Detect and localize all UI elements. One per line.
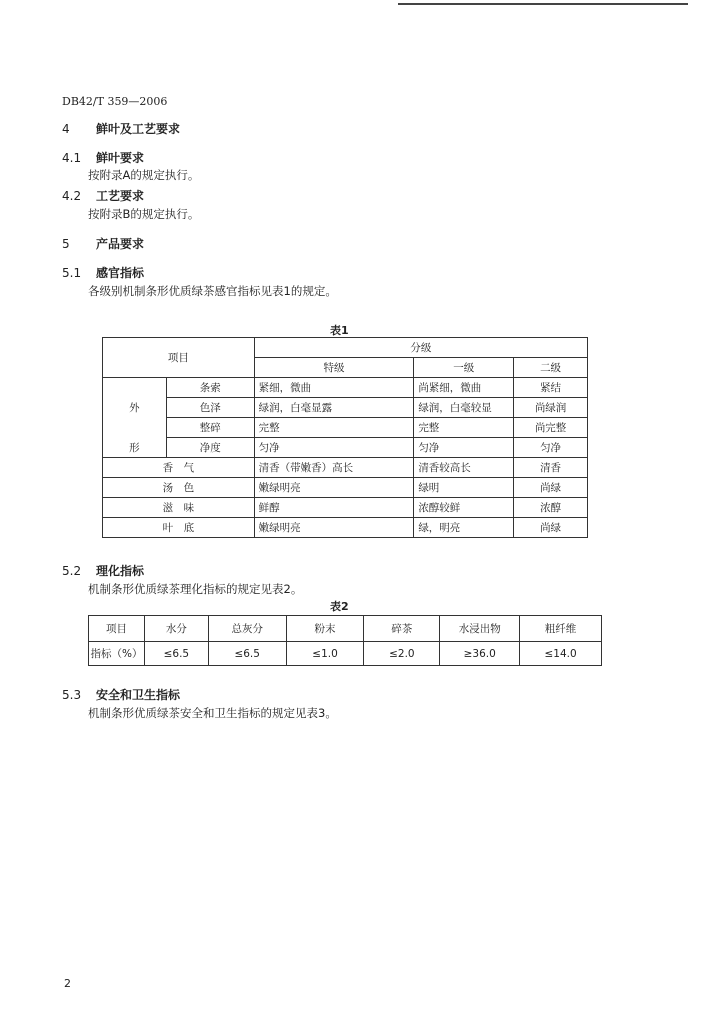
section-5-1-text: 各级别机制条形优质绿茶感官指标见表1的规定。 [88,284,337,298]
table1-cell: 尚绿 [514,518,588,538]
section-5-1-heading: 5.1 感官指标 [62,266,145,280]
table2-header: 碎茶 [364,616,440,642]
table1-grade-header: 分级 [254,338,587,358]
table2-cell: ≤6.5 [208,642,286,666]
table1-cell: 尚绿 [514,478,588,498]
physchem-table [88,615,602,666]
table1-cell: 完整 [414,418,514,438]
table2-caption: 表2 [330,600,349,613]
section-5-3-text: 机制条形优质绿茶安全和卫生指标的规定见表3。 [88,706,337,720]
sensory-table [102,337,588,538]
table2-cell: ≥36.0 [440,642,520,666]
table1-row-label: 条索 [166,378,254,398]
table1-group-cell [103,378,167,398]
table1-grade-first: 一级 [414,358,514,378]
table1-cell: 浓醇较鲜 [414,498,514,518]
section-4-heading: 4 鲜叶及工艺要求 [62,122,181,136]
table1-cell: 匀净 [514,438,588,458]
section-5-2-heading: 5.2 理化指标 [62,564,145,578]
table1-row-label: 叶 底 [103,518,255,538]
table1-cell: 绿润，白毫较显 [414,398,514,418]
table2-header: 项目 [89,616,145,642]
table1-grade-special: 特级 [254,358,414,378]
section-5-2-text: 机制条形优质绿茶理化指标的规定见表2。 [88,582,303,596]
table1-row-label: 滋 味 [103,498,255,518]
table1-cell: 清香 [514,458,588,478]
page-number: 2 [64,977,71,990]
table1-row-label: 整碎 [166,418,254,438]
table2-cell: ≤6.5 [144,642,208,666]
table1-cell: 紧细，微曲 [254,378,414,398]
table1-cell: 紧结 [514,378,588,398]
table1-cell: 绿润，白毫显露 [254,398,414,418]
table2-header: 粗纤维 [520,616,602,642]
table1-cell: 清香较高长 [414,458,514,478]
section-4-1-text: 按附录A的规定执行。 [88,168,200,182]
table1-cell: 浓醇 [514,498,588,518]
table1-row-label: 香 气 [103,458,255,478]
table1-row-label: 色泽 [166,398,254,418]
table1-group-cell [103,418,167,438]
section-5-3-heading: 5.3 安全和卫生指标 [62,688,181,702]
table1-cell: 绿明 [414,478,514,498]
table2-cell: ≤14.0 [520,642,602,666]
table2-header: 总灰分 [208,616,286,642]
table1-cell: 完整 [254,418,414,438]
table2-header: 粉末 [286,616,364,642]
section-4-1-heading: 4.1 鲜叶要求 [62,151,145,165]
table1-group-label-2: 形 [103,438,167,458]
table2-cell: ≤1.0 [286,642,364,666]
section-4-2-heading: 4.2 工艺要求 [62,189,145,203]
table1-cell: 鲜醇 [254,498,414,518]
table1-cell: 尚紧细，微曲 [414,378,514,398]
table2-header: 水浸出物 [440,616,520,642]
table2-cell: 指标（%） [89,642,145,666]
table1-cell: 匀净 [414,438,514,458]
doc-number: DB42/T 359—2006 [62,95,168,108]
table1-cell: 尚完整 [514,418,588,438]
table1-cell: 绿，明亮 [414,518,514,538]
table1-row-label: 净度 [166,438,254,458]
table1-row-label: 汤 色 [103,478,255,498]
table1-item-header: 项目 [103,338,255,378]
table1-cell: 嫩绿明亮 [254,478,414,498]
table1-cell: 尚绿润 [514,398,588,418]
section-4-2-text: 按附录B的规定执行。 [88,207,200,221]
table1-cell: 匀净 [254,438,414,458]
table1-cell: 清香（带嫩香）高长 [254,458,414,478]
table1-grade-second: 二级 [514,358,588,378]
table1-group-label-1: 外 [103,398,167,418]
table1-caption: 表1 [330,324,349,337]
top-rule [398,3,688,5]
table1-cell: 嫩绿明亮 [254,518,414,538]
section-5-heading: 5 产品要求 [62,237,145,251]
table2-cell: ≤2.0 [364,642,440,666]
table2-header: 水分 [144,616,208,642]
